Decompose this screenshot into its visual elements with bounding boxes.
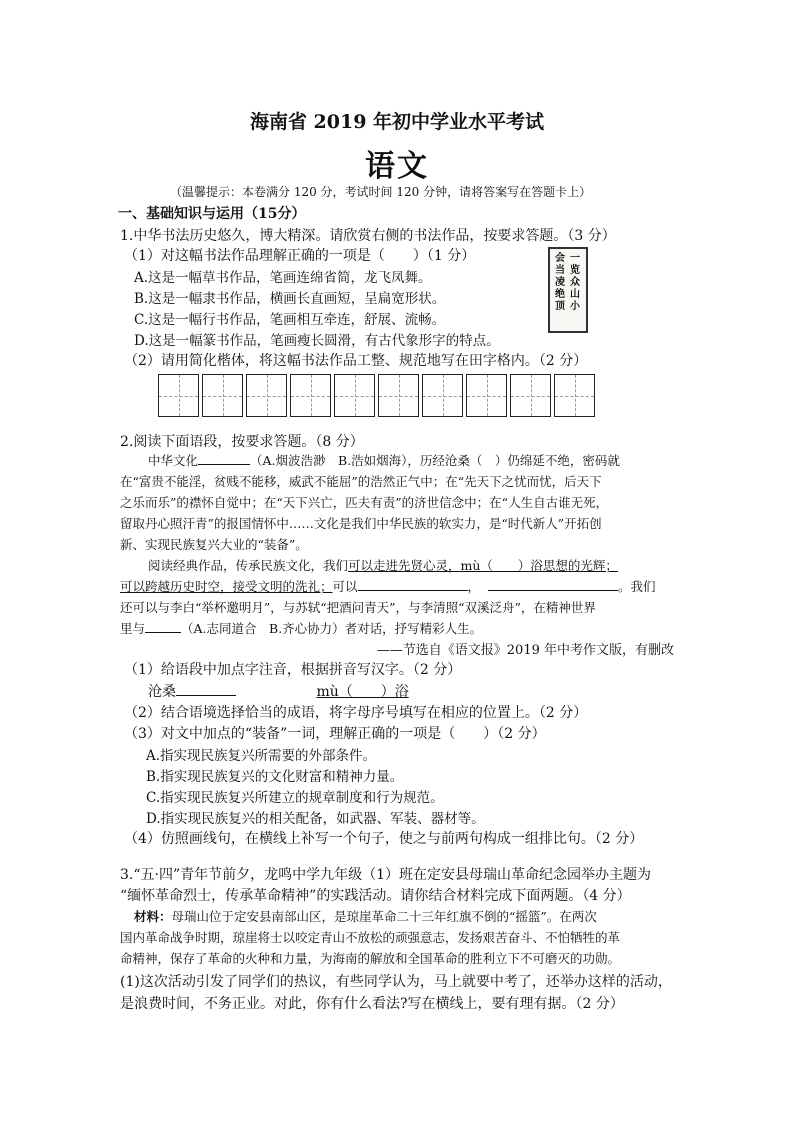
underlined-sentence: mù（ ）浴思想的光辉； [460, 558, 618, 573]
q2-para2-line3: 还可以与李白“举杯邀明月”，与苏轼“把酒问青天”，与李清照“双溪泛舟”，在精神世界 [120, 600, 596, 615]
material-label: 材料： [134, 909, 172, 924]
q2-para1-line4: 留取丹心照汗青”的报国情怀中……文化是我们中华民族的软实力，是“时代新人”开拓创 [120, 516, 602, 531]
tianzige-grid[interactable] [158, 374, 595, 417]
q2-sub3: （3）对文中加点的“装备”一词，理解正确的一项是（ ）（2 分） [124, 726, 546, 742]
q2-option-d: D.指实现民族复兴的相关配备，如武器、军装、器材等。 [146, 811, 485, 827]
subject-title: 语文 [365, 149, 429, 184]
grid-cell[interactable] [290, 374, 331, 417]
q2-para2-line2 [120, 576, 656, 597]
grid-cell[interactable] [334, 374, 375, 417]
q2-para2-line4 [120, 618, 482, 639]
underlined-sentence: 可以走进先贤心灵， [348, 558, 461, 573]
text: 。我们 [618, 579, 656, 594]
q2-para1-line2: 在“富贵不能淫，贫贱不能移，威武不能屈”的浩然正气中；在“先天下之忧而忧，后天下 [120, 474, 602, 489]
answer-blank[interactable] [198, 451, 250, 465]
q3-sub1-line2: 是浪费时间，不务正业。对此，你有什么看法?写在横线上，要有理有据。（2 分） [120, 996, 624, 1012]
grid-cell[interactable] [510, 374, 551, 417]
answer-blank[interactable] [145, 619, 181, 633]
q3-sub1-line1: (1)这次活动引发了同学们的热议，有些同学认为，马上就要中考了，还举办这样的活动， [120, 974, 672, 990]
text: 可以 [332, 579, 358, 594]
text: 沧桑 [148, 684, 176, 700]
section-heading: 一、基础知识与运用（15分） [118, 206, 306, 222]
grid-cell[interactable] [158, 374, 199, 417]
calligraphy-col-left: 一览众山小 [570, 253, 580, 312]
underlined-sentence: 可以跨越历史时空，接受文明的洗礼； [120, 579, 333, 594]
q3-material-line3: 命精神，保存了革命的火种和力量，为海南的解放和全国革命的胜利立下不可磨灭的功勋。 [120, 951, 621, 966]
q1-part2: （2）请用简化楷体，将这幅书法作品工整、规范地写在田字格内。（2 分） [124, 353, 588, 369]
pinyin-prompt: mù（ ）浴 [316, 684, 409, 700]
grid-cell[interactable] [422, 374, 463, 417]
q2-sub1-answers [148, 681, 409, 701]
q2-sub2: （2）结合语境选择恰当的成语，将字母序号填写在相应的位置上。（2 分） [124, 705, 588, 721]
calligraphy-artwork [548, 247, 588, 333]
q3-material-line1 [134, 906, 597, 927]
q3-material-line2: 国内革命战争时期，琼崖将士以咬定青山不放松的顽强意志，发扬艰苦奋斗、不怕牺牲的革 [120, 930, 621, 945]
q2-para1-line1 [148, 450, 620, 471]
calligraphy-col-right: 会当凌绝顶 [555, 253, 565, 312]
text: 母瑞山位于定安县南部山区，是琼崖革命二十三年红旗不倒的“摇篮”。在两次 [171, 909, 597, 924]
text: （A.志同道合 B.齐心协力）者对话，抒写精彩人生。 [181, 621, 483, 636]
q2-option-b: B.指实现民族复兴的文化财富和精神力量。 [146, 769, 404, 785]
grid-cell[interactable] [378, 374, 419, 417]
q3-stem-line2: “缅怀革命烈士，传承革命精神”的实践活动。请你结合材料完成下面两题。（4 分） [120, 888, 631, 904]
answer-blank[interactable] [176, 682, 236, 696]
grid-cell[interactable] [554, 374, 595, 417]
text: （A.烟波浩渺 B.浩如烟海），历经沧桑（ ）仍绵延不绝，密码就 [250, 453, 620, 468]
q2-para1-line5: 新、实现民族复兴大业的“装备”。 [120, 537, 308, 552]
q1-option-a: A.这是一幅草书作品，笔画连绵省简，龙飞凤舞。 [134, 270, 432, 286]
q2-para2-line1 [148, 555, 618, 576]
q2-option-a: A.指实现民族复兴所需要的外部条件。 [146, 748, 377, 764]
text: ， [467, 579, 481, 594]
q1-option-b: B.这是一幅隶书作品，横画长直画短，呈扁宽形状。 [134, 291, 446, 307]
q2-option-c: C.指实现民族复兴所建立的规章制度和行为规范。 [146, 790, 444, 806]
q3-stem-line1: 3.“五·四”青年节前夕，龙鸣中学九年级（1）班在定安县母瑞山革命纪念园举办主题为 [120, 867, 652, 883]
q2-sub4: （4）仿照画线句，在横线上补写一个句子，使之与前两句构成一组排比句。（2 分） [124, 831, 644, 847]
q2-sub1: （1）给语段中加点字注音，根据拼音写汉字。（2 分） [124, 662, 462, 678]
text: 中华文化 [148, 453, 199, 468]
grid-cell[interactable] [202, 374, 243, 417]
text: 阅读经典作品，传承民族文化，我们 [148, 558, 349, 573]
grid-cell[interactable] [246, 374, 287, 417]
q1-part1: （1）对这幅书法作品理解正确的一项是（ ）（1 分） [124, 248, 476, 264]
q1-option-c: C.这是一幅行书作品，笔画相互牵连，舒展、流畅。 [134, 312, 446, 328]
q1-option-d: D.这是一幅篆书作品，笔画瘦长圆滑，有古代象形字的特点。 [134, 333, 500, 349]
grid-cell[interactable] [466, 374, 507, 417]
text: 里与 [120, 621, 146, 636]
answer-blank[interactable] [488, 577, 618, 591]
q2-source: ——节选自《语文报》2019 年中考作文版，有删改 [376, 643, 674, 658]
answer-blank[interactable] [358, 577, 468, 591]
exam-title: 海南省 2019 年初中学业水平考试 [249, 111, 545, 133]
q1-stem: 1.中华书法历史悠久，博大精深。请欣赏右侧的书法作品，按要求答题。（3 分） [120, 228, 616, 244]
exam-tip: （温馨提示：本卷满分 120 分，考试时间 120 分钟，请将答案写在答题卡上） [170, 185, 592, 199]
q2-stem: 2.阅读下面语段，按要求答题。（8 分） [120, 434, 364, 450]
q2-para1-line3: 之乐而乐”的襟怀自觉中；在“天下兴亡，匹夫有责”的济世信念中；在“人生自古谁无死， [120, 495, 609, 510]
